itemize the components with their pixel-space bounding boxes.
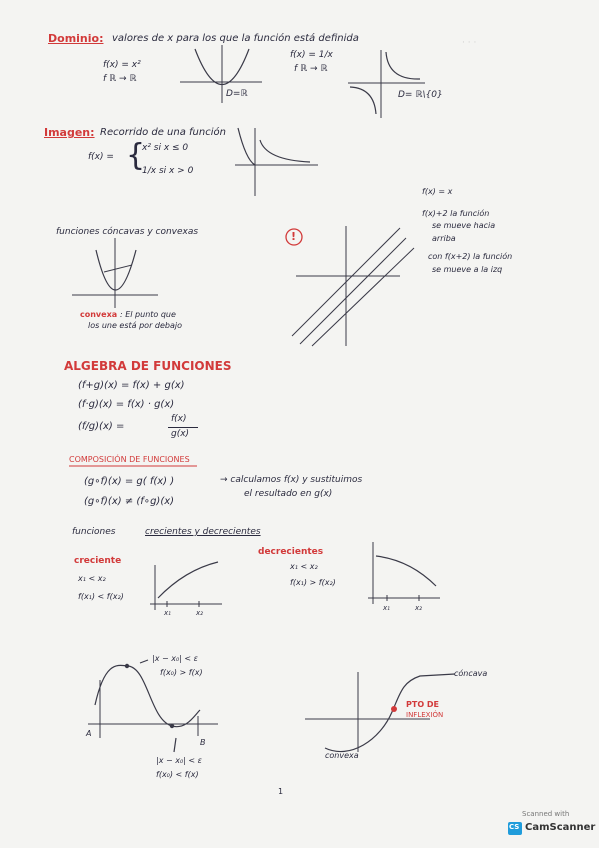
dominio-f2-domain: D= ℝ\{0} [398,90,443,100]
algebra-line1: (f+g)(x) = f(x) + g(x) [78,380,185,391]
parabola-graph [180,45,262,103]
decreciente-cond2: f(x₁) > f(x₂) [290,578,336,587]
decreciente-cond1: x₁ < x₂ [290,562,318,571]
warning-mark: ! [291,230,297,243]
convexa-text2: los une está por debajo [88,321,183,330]
translation-graph [292,226,414,346]
camscanner-logo-text: CS [509,823,520,831]
imagen-title: Imagen: [44,126,95,139]
piecewise-brace: { [126,138,146,173]
translation-line5: con f(x+2) la función [428,252,513,261]
min-cond1: |x − x₀| < ε [156,756,202,765]
translation-line3: se mueve hacia [432,221,496,230]
translation-line1: f(x) = x [422,187,453,196]
dominio-title: Dominio: [48,32,104,45]
camscanner-logo-icon [508,822,522,835]
decrecientes-label: decrecientes [258,547,324,557]
max-cond2: f(x₀) > f(x) [160,668,203,677]
creciente-cond1: x₁ < x₂ [78,574,106,583]
inflexion-pto2: INFLEXIÓN [406,711,444,719]
imagen-description: Recorrido de una función [100,127,226,138]
min-cond2: f(x₀) < f(x) [156,770,199,779]
dominio-f1-domain: D=ℝ [226,89,248,99]
dominio-description: valores de x para los que la función está definida [112,33,359,44]
creciente-graph [150,562,222,610]
decreciente-x2: x₂ [415,604,422,612]
extremos-b-label: B [200,738,206,747]
scanner-brand: CamScanner [525,822,596,833]
algebra-line2: (f·g)(x) = f(x) · g(x) [78,399,175,410]
composicion-line2: (g∘f)(x) ≠ (f∘g)(x) [84,496,175,507]
fraction-bar [168,427,198,428]
scanner-caption: Scanned with [522,810,570,818]
dominio-f2: f(x) = 1/x [290,50,333,60]
creciente-x2: x₂ [196,609,203,617]
decreciente-x1: x₁ [383,604,390,612]
creciente-x1: x₁ [164,609,171,617]
imagen-graph [235,128,318,196]
composicion-title: COMPOSICIÓN DE FUNCIONES [69,455,190,464]
dominio-f1: f(x) = x² [103,60,141,70]
convexa-label: convexa [80,310,118,319]
dominio-f2-map: f ℝ → ℝ [294,64,328,74]
decreciente-graph [368,542,440,604]
algebra-title: ALGEBRA DE FUNCIONES [64,359,232,373]
inflexion-concava: cóncava [454,669,488,678]
dominio-f1-map: f ℝ → ℝ [103,74,137,84]
composicion-note1: → calculamos f(x) y sustituimos [220,475,363,485]
translation-line2: f(x)+2 la función [422,209,490,218]
imagen-case1: x² si x ≤ 0 [142,143,189,153]
algebra-line3-den: g(x) [171,429,190,439]
imagen-f-lhs: f(x) = [88,152,114,162]
monotonia-title: crecientes y decrecientes [145,527,261,537]
inflexion-convexa: convexa [325,751,359,760]
page-number: 1 [278,787,284,796]
translation-line4: arriba [432,234,456,243]
composicion-line1: (g∘f)(x) = g( f(x) ) [84,476,175,487]
imagen-case2: 1/x si x > 0 [142,166,194,176]
hyperbola-graph [348,50,425,118]
translation-line6: se mueve a la izq [432,265,503,274]
camscanner-watermark [508,810,596,840]
creciente-cond2: f(x₁) < f(x₂) [78,592,124,601]
creciente-label: creciente [74,556,122,566]
concavas-title: funciones cóncavas y convexas [56,227,199,237]
inflexion-pto1: PTO DE [406,700,440,709]
extremos-a-label: A [86,729,92,738]
convexa-text1: : El punto que [120,310,176,319]
composicion-note2: el resultado en g(x) [244,489,333,499]
monotonia-prefix: funciones [72,527,116,537]
max-cond1: |x − x₀| < ε [152,654,198,663]
bleed-through: · · · [462,38,477,48]
algebra-line3-lhs: (f/g)(x) = [78,421,125,432]
algebra-line3-num: f(x) [171,414,187,424]
convex-graph [72,238,158,308]
